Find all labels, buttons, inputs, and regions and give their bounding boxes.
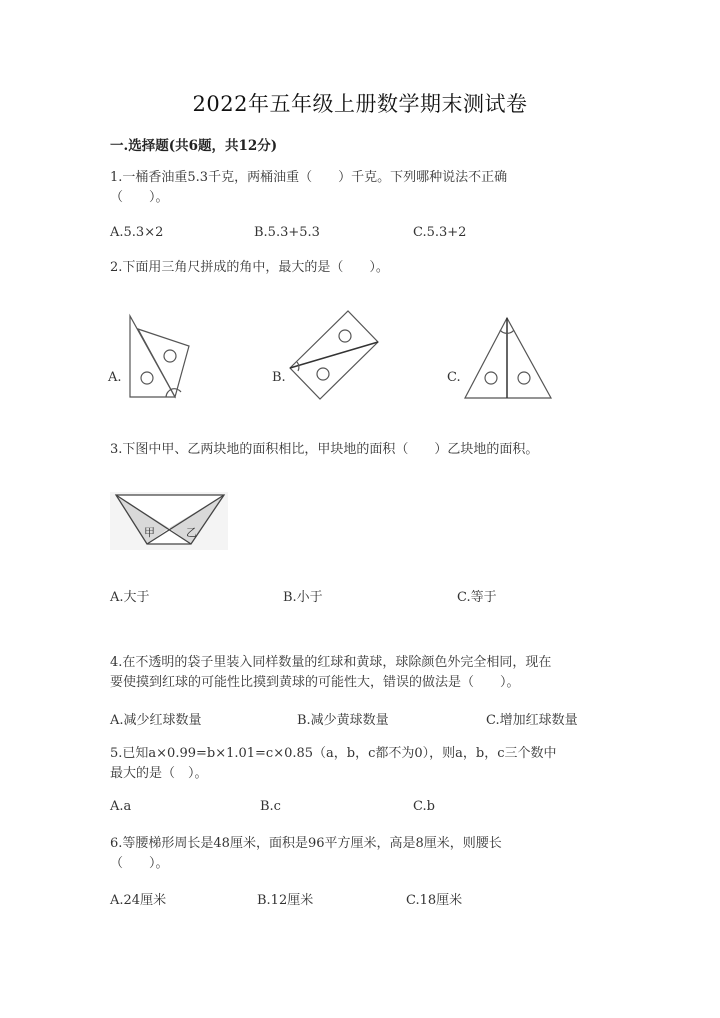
question-2-option-c[interactable]: C. — [447, 370, 461, 385]
question-6-option-c[interactable]: C.18厘米 — [406, 893, 463, 908]
page-title: 2022年五年级上册数学期末测试卷 — [192, 92, 528, 116]
question-1-option-a[interactable]: A.5.3×2 — [110, 225, 164, 240]
question-1-line-1: 1.一桶香油重5.3千克，两桶油重（ ）千克。下列哪种说法不正确 — [110, 170, 508, 185]
section-heading: 一.选择题(共6题，共12分) — [110, 138, 278, 154]
question-3-option-b[interactable]: B.小于 — [283, 590, 323, 605]
question-1-option-c[interactable]: C.5.3+2 — [413, 225, 467, 240]
question-6-option-b[interactable]: B.12厘米 — [257, 893, 314, 908]
question-5-option-b[interactable]: B.c — [260, 799, 281, 814]
question-2-option-b[interactable]: B. — [272, 370, 286, 385]
label-yi: 乙 — [186, 526, 197, 539]
label-jia: 甲 — [144, 526, 155, 539]
question-5-option-a[interactable]: A.a — [110, 799, 132, 814]
question-4-line-1: 4.在不透明的袋子里装入同样数量的红球和黄球，球除颜色外完全相同，现在 — [110, 655, 552, 670]
question-5-option-c[interactable]: C.b — [413, 799, 435, 814]
question-5-line-1: 5.已知a×0.99=b×1.01=c×0.85（a，b，c都不为0），则a，b，c三个数中 — [110, 746, 557, 761]
question-3-option-a[interactable]: A.大于 — [110, 590, 150, 605]
question-6-line-1: 6.等腰梯形周长是48厘米，面积是96平方厘米，高是8厘米，则腰长 — [110, 836, 502, 851]
question-3-line-1: 3.下图中甲、乙两块地的面积相比，甲块地的面积（ ）乙块地的面积。 — [110, 442, 539, 457]
question-6-line-2: （ ）。 — [110, 856, 169, 871]
question-4-option-b[interactable]: B.减少黄球数量 — [297, 713, 389, 728]
question-4-line-2: 要使摸到红球的可能性比摸到黄球的可能性大，错误的做法是（ ）。 — [110, 675, 520, 690]
question-3-option-c[interactable]: C.等于 — [457, 590, 497, 605]
question-2-line-1: 2.下面用三角尺拼成的角中，最大的是（ ）。 — [110, 260, 389, 275]
question-4-option-c[interactable]: C.增加红球数量 — [486, 713, 578, 728]
question-1-option-b[interactable]: B.5.3+5.3 — [254, 225, 320, 240]
question-1-line-2: （ ）。 — [110, 190, 169, 205]
question-4-option-a[interactable]: A.减少红球数量 — [110, 713, 202, 728]
question-2-option-a[interactable]: A. — [108, 370, 122, 385]
question-5-line-2: 最大的是（ ）。 — [110, 766, 208, 781]
question-6-option-a[interactable]: A.24厘米 — [110, 893, 167, 908]
